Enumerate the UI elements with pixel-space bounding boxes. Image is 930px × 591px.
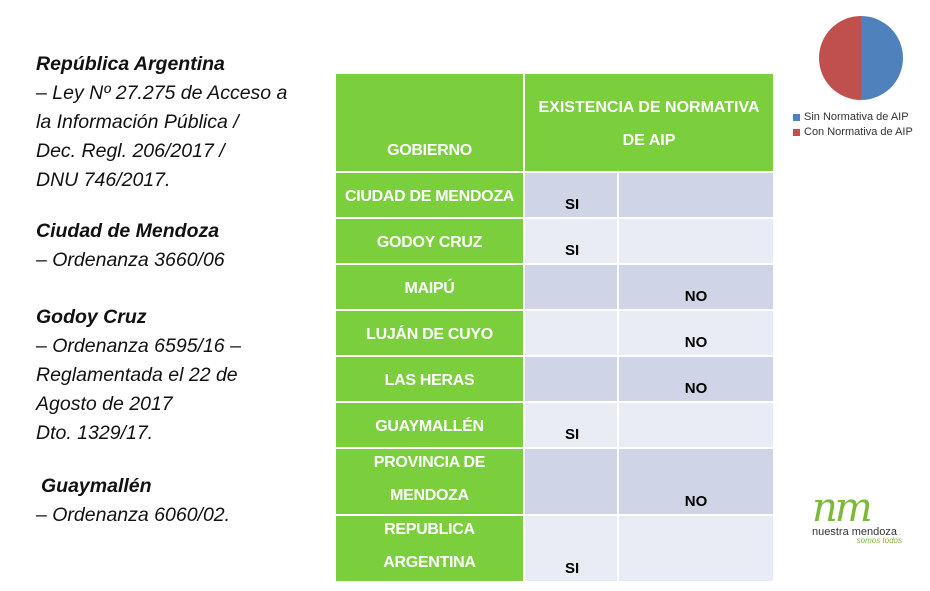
no-cell: NO	[619, 311, 773, 357]
table-row	[336, 173, 773, 219]
gov-cell	[336, 516, 525, 583]
header-line: EXISTENCIA DE NORMATIVA	[538, 98, 760, 116]
si-cell	[525, 311, 619, 357]
block-title: Ciudad de Mendoza	[36, 220, 220, 242]
table-row	[336, 265, 773, 311]
block-line: – Ley Nº 27.275 de Acceso a	[36, 82, 288, 104]
si-cell: SI	[525, 516, 619, 583]
no-cell	[619, 403, 773, 449]
logo-tagline: somos todos	[856, 536, 902, 545]
block-line: Dec. Regl. 206/2017 /	[36, 140, 225, 162]
no-cell	[619, 219, 773, 265]
header-gobierno: GOBIERNO	[336, 74, 525, 173]
logo-name: nuestra mendoza	[812, 526, 897, 538]
gov-cell: LUJÁN DE CUYO	[336, 311, 525, 357]
si-cell	[525, 265, 619, 311]
legend-item-sin	[793, 110, 913, 125]
block-title: Godoy Cruz	[36, 306, 147, 328]
pie-slice-sin-normativa	[861, 16, 903, 100]
block-line: la Información Pública /	[36, 111, 239, 133]
gov-cell: LAS HERAS	[336, 357, 525, 403]
table-row	[336, 516, 773, 583]
gov-cell	[336, 449, 525, 516]
gov-line: PROVINCIA DE	[373, 454, 486, 471]
block-line: Agosto de 2017	[36, 393, 173, 415]
si-cell: SI	[525, 219, 619, 265]
aip-pie-chart	[818, 15, 904, 101]
block-title: República Argentina	[36, 53, 225, 75]
legend-swatch	[793, 129, 800, 136]
block-line: Reglamentada el 22 de	[36, 364, 238, 386]
no-cell: NO	[619, 357, 773, 403]
block-line: – Ordenanza 6595/16 –	[36, 335, 241, 357]
legend-label: Con Normativa de AIP	[804, 126, 913, 138]
block-line: DNU 746/2017.	[36, 169, 171, 191]
gov-cell: CIUDAD DE MENDOZA	[336, 173, 525, 219]
block-godoy-cruz	[36, 303, 326, 448]
legend-label: Sin Normativa de AIP	[804, 111, 909, 123]
header-existencia	[525, 74, 773, 173]
header-line: DE AIP	[622, 131, 676, 149]
table-row	[336, 311, 773, 357]
no-cell	[619, 173, 773, 219]
table-row	[336, 449, 773, 516]
block-guaymallen	[36, 472, 326, 530]
table-row	[336, 219, 773, 265]
gov-line: REPUBLICA	[384, 521, 475, 538]
pie-legend	[793, 110, 913, 140]
table-header	[336, 74, 773, 173]
nuestra-mendoza-logo	[812, 485, 912, 545]
legislation-list	[36, 50, 326, 552]
no-cell: NO	[619, 265, 773, 311]
block-ciudad-mendoza	[36, 217, 326, 275]
no-cell: NO	[619, 449, 773, 516]
si-cell: SI	[525, 403, 619, 449]
pie-slice-con-normativa	[819, 16, 861, 100]
block-republica	[36, 50, 326, 195]
gov-cell: GUAYMALLÉN	[336, 403, 525, 449]
table-row	[336, 403, 773, 449]
gov-cell: MAIPÚ	[336, 265, 525, 311]
gov-line: MENDOZA	[390, 487, 469, 504]
block-line: Dto. 1329/17.	[36, 422, 154, 444]
si-cell	[525, 357, 619, 403]
si-cell: SI	[525, 173, 619, 219]
block-line: – Ordenanza 6060/02.	[36, 504, 231, 526]
logo-mark: nm	[812, 485, 870, 531]
legend-swatch	[793, 114, 800, 121]
block-title: Guaymallén	[41, 475, 152, 497]
table-row	[336, 357, 773, 403]
no-cell	[619, 516, 773, 583]
block-line: – Ordenanza 3660/06	[36, 249, 225, 271]
si-cell	[525, 449, 619, 516]
gov-line: ARGENTINA	[383, 554, 476, 571]
legend-item-con	[793, 125, 913, 140]
aip-table	[336, 74, 773, 583]
gov-cell: GODOY CRUZ	[336, 219, 525, 265]
